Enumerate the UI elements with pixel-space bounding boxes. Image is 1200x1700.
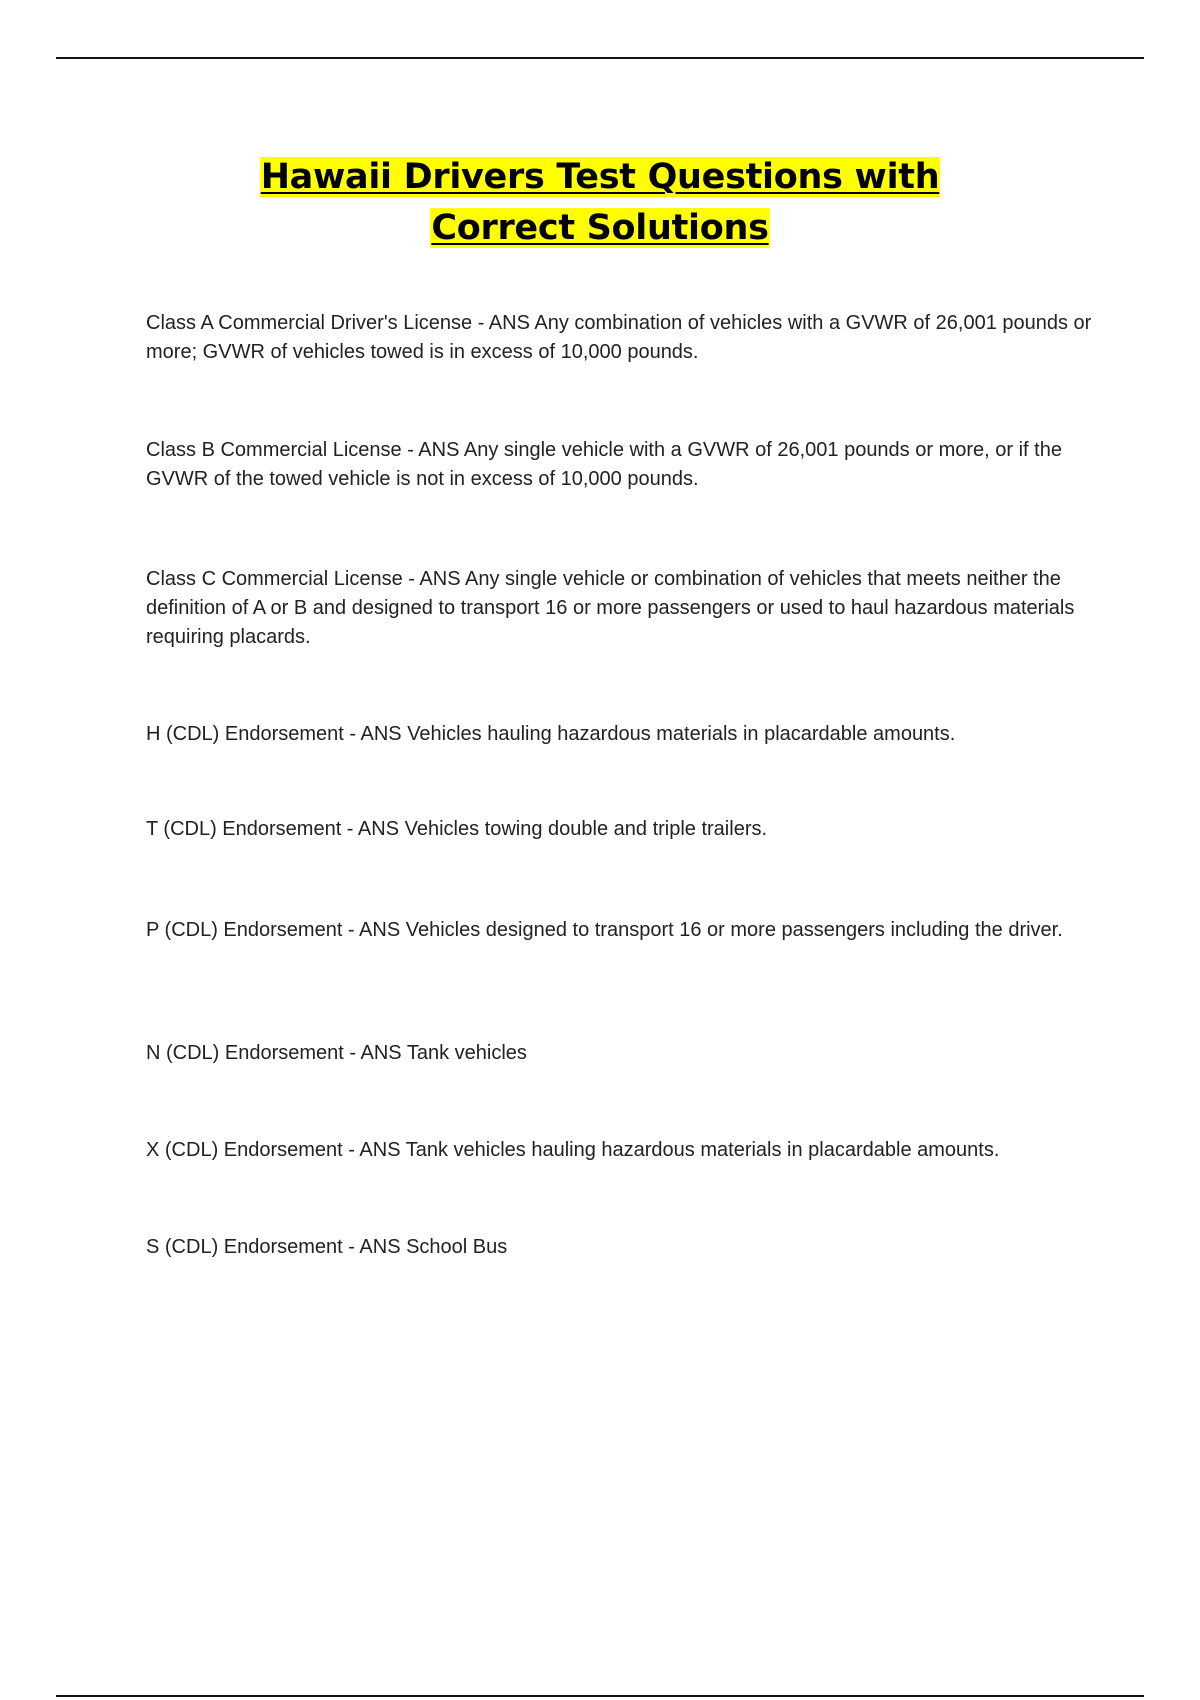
entry-class-a: Class A Commercial Driver's License - ANS Any combination of vehicles with a GVWR of 26,001 pounds or more; GVWR of vehicles towed is in excess of 10,000 pounds.	[146, 312, 1092, 363]
entry-s-endorsement: S (CDL) Endorsement - ANS School Bus	[146, 1236, 508, 1258]
entry-p-endorsement: P (CDL) Endorsement - ANS Vehicles designed to transport 16 or more passengers including the driver.	[146, 919, 1063, 941]
bottom-rule	[56, 1695, 1144, 1697]
document-title	[0, 152, 1200, 254]
title-line-1: Hawaii Drivers Test Questions with	[260, 157, 940, 197]
entry-x-endorsement: X (CDL) Endorsement - ANS Tank vehicles hauling hazardous materials in placardable amounts.	[146, 1139, 1000, 1161]
top-rule	[56, 57, 1144, 59]
entry-n-endorsement: N (CDL) Endorsement - ANS Tank vehicles	[146, 1042, 527, 1064]
title-line-2: Correct Solutions	[431, 208, 769, 248]
entry-t-endorsement: T (CDL) Endorsement - ANS Vehicles towing double and triple trailers.	[146, 818, 768, 840]
entry-class-c: Class C Commercial License - ANS Any single vehicle or combination of vehicles that meets neither the definition of A or B and designed to transport 16 or more passengers or used to haul hazardous materials requiring placards.	[146, 568, 1075, 648]
entry-h-endorsement: H (CDL) Endorsement - ANS Vehicles hauling hazardous materials in placardable amounts.	[146, 723, 956, 745]
entry-class-b: Class B Commercial License - ANS Any single vehicle with a GVWR of 26,001 pounds or more, or if the GVWR of the towed vehicle is not in excess of 10,000 pounds.	[146, 439, 1062, 490]
